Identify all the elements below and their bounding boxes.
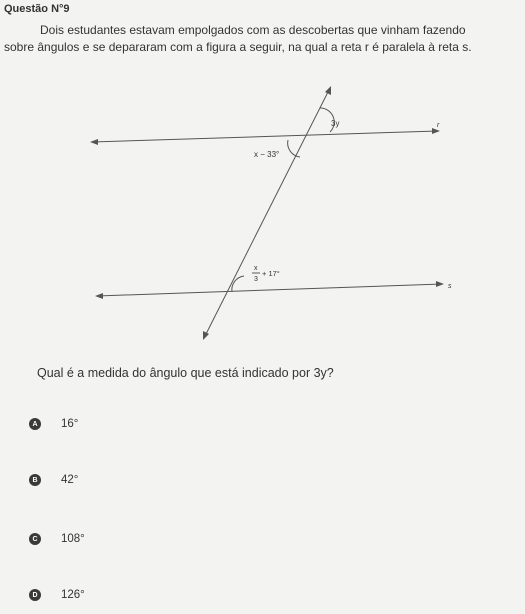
option-c[interactable] xyxy=(29,529,85,549)
option-a[interactable] xyxy=(29,414,78,434)
angle-label-x3-17 xyxy=(252,265,280,283)
transversal-arrow-top xyxy=(325,86,331,95)
statement-line-2: sobre ângulos e se depararam com a figura a seguir, na qual a reta r é paralela à reta s. xyxy=(4,40,472,54)
angle-label-3y: 3y xyxy=(331,119,340,128)
option-c-badge: C xyxy=(29,533,41,545)
line-r xyxy=(92,131,438,142)
statement-line-1: Dois estudantes estavam empolgados com as descobertas que vinham fazendo xyxy=(40,23,466,37)
line-s-arrow-left xyxy=(95,293,103,299)
fraction-denominator: 3 xyxy=(254,276,258,283)
angle-arc-x-33 xyxy=(288,140,300,157)
transversal-line xyxy=(204,88,330,338)
transversal-arrow-bottom xyxy=(203,331,209,340)
line-s xyxy=(97,284,442,296)
option-d[interactable] xyxy=(29,585,85,605)
option-a-badge: A xyxy=(29,418,41,430)
option-b[interactable] xyxy=(29,470,78,490)
line-r-arrow-left xyxy=(90,139,98,145)
option-a-value: 16° xyxy=(61,418,79,430)
option-d-badge: D xyxy=(29,589,41,601)
line-s-label: s xyxy=(448,283,452,290)
option-c-value: 108° xyxy=(61,533,85,545)
line-s-arrow-right xyxy=(436,281,444,287)
option-d-value: 126° xyxy=(61,589,85,601)
option-b-badge: B xyxy=(29,474,41,486)
question-title: Questão N°9 xyxy=(4,3,70,15)
line-r-label: r xyxy=(437,122,440,129)
option-b-value: 42° xyxy=(61,474,79,486)
angle-label-x-33: x − 33° xyxy=(254,150,280,159)
question-prompt: Qual é a medida do ângulo que está indicado por 3y? xyxy=(37,366,334,380)
fraction-numerator: x xyxy=(254,265,258,272)
fraction-rest: + 17° xyxy=(262,269,280,278)
